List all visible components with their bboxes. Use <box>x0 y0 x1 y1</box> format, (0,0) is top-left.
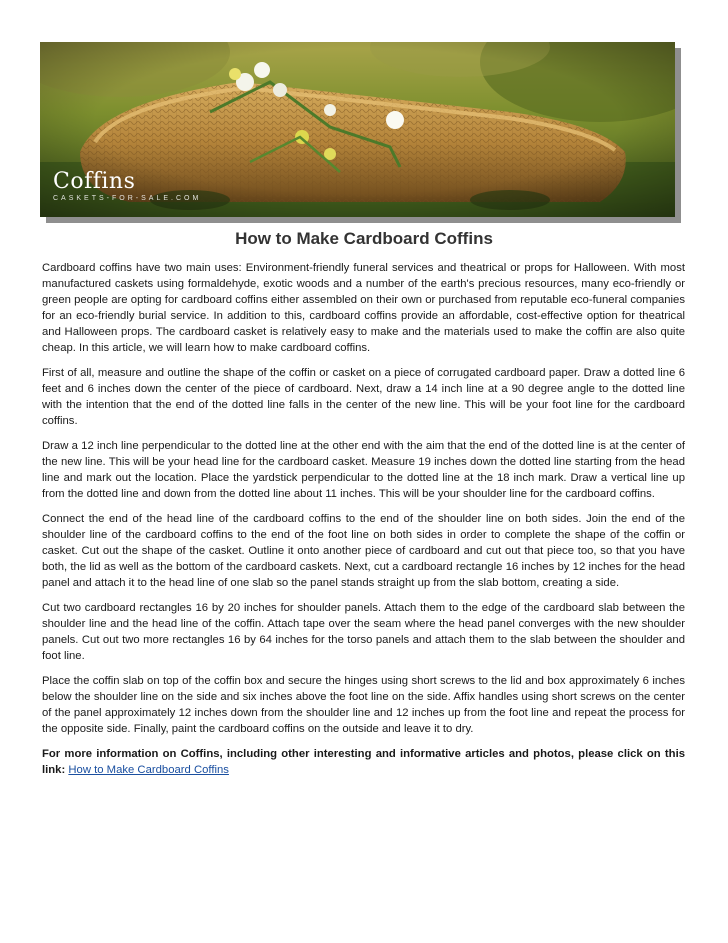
article-link[interactable]: How to Make Cardboard Coffins <box>68 764 229 777</box>
header-image-frame <box>40 42 675 217</box>
more-info <box>42 747 685 779</box>
paragraph-shape: Connect the end of the head line of the cardboard coffins to the end of the shoulder line on both sides. Join the end of the shoulder line of the cardboard coffins to the end of the foot line on both sides in order to complete the shape of the coffin or casket. Cut out the shape of the casket. Outline it onto another piece of cardboard and cut out that piece too, so that you have both, the lid as well as the bottom of the cardboard caskets. Next, cut a cardboard rectangle 16 inches by 12 inches for the head panel and attach it to the head line of one slab so the panel stands straight up from the slab bottom, creating a side. <box>42 513 685 589</box>
logo-title: Coffins <box>53 169 136 194</box>
paragraph-intro: Cardboard coffins have two main uses: Environment-friendly funeral services and theatrical or props for Halloween. With most manufactured caskets using formaldehyde, exotic woods and a number of the earth's precious resources, many eco-friendly or green people are opting for cardboard coffins either assembled on their own or purchased from reputable eco-funeral companies for an eco-friendly burial service. In addition to this, cardboard coffins provide an affordable, cost-effective option for theatrical and Halloween props. The cardboard casket is relatively easy to make and the materials used to make the coffin are also quite cheap. In this article, we will learn how to make cardboard coffins. <box>42 262 685 354</box>
paragraph-measure: First of all, measure and outline the shape of the coffin or casket on a piece of corrugated cardboard paper. Draw a dotted line 6 feet and 6 inches down the center of the piece of cardboard. Next, draw a 14 inch line at a 90 degree angle to the dotted line with the intention that the end of the dotted line falls in the center of the new line. This will be your foot line for the cardboard coffins. <box>42 366 685 427</box>
paragraph-head-line: Draw a 12 inch line perpendicular to the dotted line at the other end with the aim that the end of the dotted line is at the center of the new line. This will be your head line for the cardboard casket. Measure 19 inches down the dotted line starting from the head line and mark out the location. Place the yardstick perpendicular to the dotted line at the 18 inch mark. Draw a vertical line up from the dotted line and down from the dotted line about 11 inches. This will be your shoulder line for the cardboard coffins. <box>42 440 685 500</box>
header-image <box>40 42 675 217</box>
logo-subtitle: CASKETS-FOR-SALE.COM <box>53 195 202 202</box>
article-body <box>42 261 685 789</box>
paragraph-panels: Cut two cardboard rectangles 16 by 20 inches for shoulder panels. Attach them to the edge of the cardboard slab between the shoulder line and the head line of the coffin. Attach tape over the seam where the head panel converges with the new shoulder panels. Cut out two more rectangles 16 by 64 inches for the torso panels and attach them to the slab between the shoulder and foot line. <box>42 602 685 662</box>
paragraph-assembly: Place the coffin slab on top of the coffin box and secure the hinges using short screws to the lid and box approximately 6 inches below the shoulder line on the side and six inches above the foot line on the side. Affix handles using short screws on the center of the panel approximately 12 inches down from the shoulder line and 12 inches up from the foot line and repeat the process for the opposite side. Finally, paint the cardboard coffins on the outside and leave it to dry. <box>42 675 685 736</box>
more-info-text: For more information on Coffins, including other interesting and informative articles and photos, please click on this link: <box>42 748 685 777</box>
site-logo <box>53 170 201 202</box>
article-title: How to Make Cardboard Coffins <box>235 229 493 248</box>
